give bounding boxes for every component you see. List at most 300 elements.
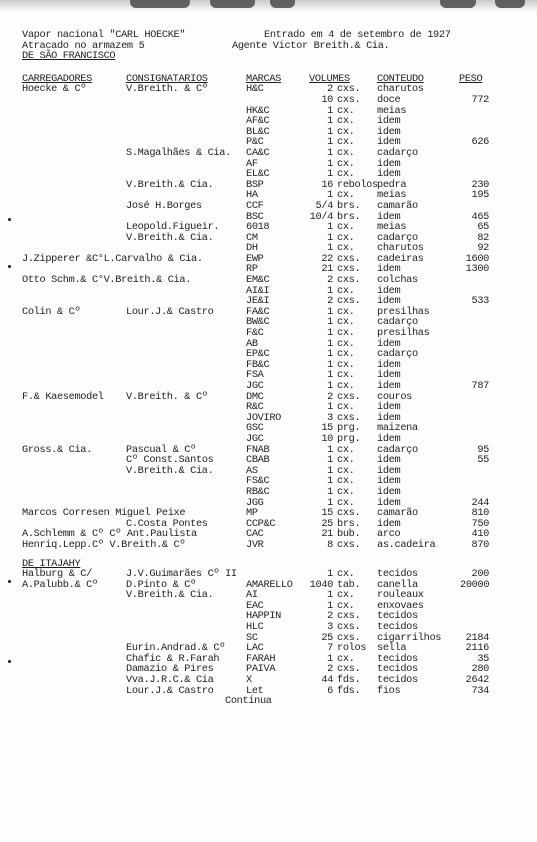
cell-volume: 1	[327, 589, 333, 602]
cell-conteudo: meias	[377, 104, 407, 117]
cell-unidade: cx.	[337, 327, 355, 340]
cell-volume: 44	[321, 674, 333, 687]
cell-conteudo: idem	[377, 157, 401, 170]
cell-conteudo: idem	[377, 136, 401, 149]
table-row	[22, 95, 514, 106]
cell-volume: 1	[327, 305, 333, 318]
cell-unidade: cxs.	[337, 390, 361, 403]
cell-unidade: cxs.	[337, 411, 361, 424]
cell-marca: FA&C	[246, 305, 270, 318]
cell-unidade: cx.	[337, 485, 355, 498]
cell-peso: 280	[471, 663, 489, 676]
table-row	[22, 675, 514, 686]
cell-peso: 55	[477, 454, 489, 467]
cell-volume: 1	[327, 231, 333, 244]
cell-volume: 1	[327, 337, 333, 350]
cell-volume: 16	[321, 178, 333, 191]
cell-volume: 1	[327, 380, 333, 392]
cell-unidade: cx.	[337, 231, 355, 244]
cell-peso: 2116	[465, 642, 489, 655]
cell-carregador: Henriq.Lepp.Cº V.Breith.& Cº	[22, 538, 186, 551]
cell-unidade: cx.	[337, 221, 355, 234]
table-row	[22, 381, 514, 392]
cell-peso: 200	[471, 568, 489, 581]
cell-conteudo: idem	[377, 401, 401, 414]
cell-volume: 3	[327, 411, 333, 424]
cell-unidade: cx.	[337, 115, 355, 128]
cell-carregador: Hoecke & Cº	[22, 83, 87, 96]
cell-volume: 1	[327, 221, 333, 234]
cell-marca: GSC	[246, 422, 264, 435]
cell-carregador: Halburg & C/	[22, 568, 92, 581]
cell-consignatario: C.Costa Pontes	[126, 517, 208, 530]
cell-unidade: brs.	[337, 517, 361, 530]
cell-unidade: cxs.	[337, 507, 361, 520]
cell-marca: HK&C	[246, 104, 270, 117]
cell-marca: Let	[246, 684, 264, 697]
scan-blot	[495, 0, 525, 8]
origin-heading: DE SÃO FRANCISCO	[22, 50, 116, 63]
col-peso: PESO	[459, 72, 483, 85]
cell-volume: 1	[327, 443, 333, 456]
cell-conteudo: idem	[377, 210, 401, 223]
cell-consignatario: V.Breith. & Cº	[126, 83, 208, 96]
table-row	[22, 664, 514, 675]
cell-conteudo: meias	[377, 189, 407, 202]
col-marcas: MARCAS	[246, 72, 281, 85]
cell-volume: 1	[327, 599, 333, 612]
cell-volume: 2	[327, 610, 333, 623]
cell-volume: 10	[321, 93, 333, 106]
cell-marca: LAC	[246, 642, 264, 655]
table-row	[22, 580, 514, 591]
cell-volume: 3	[327, 621, 333, 634]
cell-peso: 810	[471, 507, 489, 520]
table-row	[22, 317, 514, 328]
continua-label: Continua	[225, 695, 272, 708]
col-conteudo: CONTEUDO	[377, 72, 424, 85]
cell-volume: 1	[327, 496, 333, 509]
cell-conteudo: doce	[377, 93, 401, 106]
cell-marca: JOVIRO	[246, 411, 281, 424]
cell-peso: 92	[477, 242, 489, 255]
cell-volume: 1	[327, 115, 333, 128]
cell-unidade: cx.	[337, 136, 355, 149]
cell-conteudo: tecidos	[377, 674, 418, 687]
table-row	[22, 360, 514, 371]
cell-consignatario: Cº Const.Santos	[126, 454, 214, 467]
cell-consignatario: Lour.J.& Castro	[126, 305, 214, 318]
cell-peso: 734	[471, 684, 489, 697]
scan-blot	[130, 0, 190, 8]
cell-conteudo: enxovaes	[377, 599, 424, 612]
cell-peso: 533	[471, 295, 489, 308]
cell-volume: 1	[327, 348, 333, 361]
cell-marca: AF&C	[246, 115, 270, 128]
cell-unidade: cx.	[337, 125, 355, 138]
cell-marca: HAPPIN	[246, 610, 281, 623]
table-row	[22, 201, 514, 212]
cell-volume: 1	[327, 157, 333, 170]
cell-peso: 772	[471, 93, 489, 106]
cell-consignatario: J.V.Guimarães Cº II	[126, 568, 237, 581]
header-line-1	[22, 30, 514, 41]
table-row	[22, 169, 514, 180]
cell-volume: 6	[327, 684, 333, 697]
cell-conteudo: idem	[377, 125, 401, 138]
cell-conteudo: cadeiras	[377, 252, 424, 265]
col-volumes: VOLUMES	[309, 72, 350, 85]
cell-marca: CA&C	[246, 146, 270, 159]
cell-unidade: prg.	[337, 432, 361, 445]
cell-consignatario: D.Pinto & Cº	[126, 578, 196, 591]
cell-unidade: prg.	[337, 422, 361, 435]
cell-marca: EWP	[246, 252, 264, 265]
cell-conteudo: charutos	[377, 242, 424, 255]
cell-unidade: cx.	[337, 443, 355, 456]
cell-conteudo: idem	[377, 168, 401, 181]
cell-volume: 1	[327, 125, 333, 138]
cell-marca: BW&C	[246, 316, 270, 329]
cell-consignatario: V.Breith.& Cia.	[126, 464, 214, 477]
cell-conteudo: fios	[377, 684, 401, 697]
cell-consignatario: José H.Borges	[126, 199, 202, 212]
cell-volume: 1	[327, 358, 333, 371]
cell-conteudo: idem	[377, 284, 401, 297]
cell-consignatario: Vva.J.R.C.& Cia	[126, 674, 214, 687]
cell-unidade: cx.	[337, 157, 355, 170]
table-row	[22, 434, 514, 445]
cell-peso: 1600	[465, 252, 489, 265]
cell-marca: 6018	[246, 221, 270, 234]
cell-unidade: cx.	[337, 316, 355, 329]
cell-unidade: cx.	[337, 348, 355, 361]
cell-conteudo: tecidos	[377, 610, 418, 623]
cell-unidade: cx.	[337, 305, 355, 318]
cell-marca: R&C	[246, 401, 264, 414]
cell-volume: 15	[321, 422, 333, 435]
section-title: DE ITAJAHY	[22, 557, 81, 570]
cell-volume: 10	[321, 432, 333, 445]
cell-conteudo: idem	[377, 380, 401, 392]
cell-peso: 410	[471, 528, 489, 541]
cell-consignatario: Pascual & Cº	[126, 443, 196, 456]
cell-conteudo: cadarço	[377, 316, 418, 329]
col-carregadores: CARREGADORES	[22, 72, 92, 85]
cell-unidade: cxs.	[337, 621, 361, 634]
cell-volume: 21	[321, 263, 333, 276]
cell-peso: 626	[471, 136, 489, 149]
cell-volume: 1	[327, 485, 333, 498]
cell-carregador: Otto Schm.& C°V.Breith.& Cia.	[22, 274, 192, 287]
section-heading-itajahy	[22, 559, 514, 570]
cell-marca: HA	[246, 189, 258, 202]
cell-conteudo: idem	[377, 369, 401, 382]
cell-conteudo: idem	[377, 485, 401, 498]
cell-unidade: cx.	[337, 146, 355, 159]
table-row	[22, 233, 514, 244]
cell-peso: 20000	[460, 578, 490, 591]
cell-unidade: cx.	[337, 369, 355, 382]
agent: Agente Victor Breith.& Cia.	[232, 39, 390, 52]
cell-volume: 1	[327, 401, 333, 414]
cell-conteudo: cadarço	[377, 443, 418, 456]
cell-volume: 22	[321, 252, 333, 265]
table-row	[22, 423, 514, 434]
cell-marca: HLC	[246, 621, 264, 634]
manifest-document	[22, 30, 514, 707]
cell-marca: EM&C	[246, 274, 270, 287]
table-row	[22, 370, 514, 381]
table-row	[22, 611, 514, 622]
cell-volume: 5/4	[315, 199, 333, 212]
cell-unidade: cx.	[337, 589, 355, 602]
cell-conteudo: idem	[377, 454, 401, 467]
cell-conteudo: as.cadeira	[377, 538, 436, 551]
cell-peso: 787	[471, 380, 489, 392]
scan-blot	[210, 0, 255, 8]
cell-volume: 1	[327, 464, 333, 477]
cell-volume: 2	[327, 390, 333, 403]
cell-consignatario: Chafic & R.Farah	[126, 652, 220, 665]
scan-blot	[440, 0, 476, 8]
cell-peso: 2184	[465, 631, 489, 644]
margin-mark	[8, 580, 11, 583]
cell-unidade: cxs.	[337, 610, 361, 623]
table-row	[22, 633, 514, 644]
cell-volume: 2	[327, 295, 333, 308]
cell-conteudo: camarão	[377, 507, 418, 520]
cell-conteudo: canella	[377, 578, 418, 591]
cell-marca: AI	[246, 589, 258, 602]
cell-unidade: cx.	[337, 401, 355, 414]
cell-unidade: cx.	[337, 358, 355, 371]
cell-volume: 1040	[309, 578, 333, 591]
table-row	[22, 254, 514, 265]
cell-volume: 1	[327, 316, 333, 329]
cell-marca: FARAH	[246, 652, 276, 665]
cell-conteudo: cadarço	[377, 146, 418, 159]
cell-consignatario: V.Breith.& Cia.	[126, 178, 214, 191]
cell-volume: 21	[321, 528, 333, 541]
margin-mark	[8, 265, 11, 268]
cell-volume: 10/4	[309, 210, 333, 223]
cell-peso: 230	[471, 178, 489, 191]
cell-unidade: cx.	[337, 652, 355, 665]
cell-marca: P&C	[246, 136, 264, 149]
cell-unidade: cxs.	[337, 252, 361, 265]
cell-marca: DH	[246, 242, 258, 255]
cell-volume: 1	[327, 189, 333, 202]
cell-conteudo: cigarrilhos	[377, 631, 442, 644]
cell-marca: JGC	[246, 432, 264, 445]
cell-conteudo: charutos	[377, 83, 424, 96]
scan-blot	[270, 0, 295, 8]
table-row	[22, 180, 514, 191]
table-row	[22, 328, 514, 339]
cell-marca: AMARELLO	[246, 578, 293, 591]
cell-volume: 25	[321, 517, 333, 530]
cell-volume: 1	[327, 136, 333, 149]
table-row	[22, 84, 514, 95]
cell-consignatario: Eurin.Andrad.& Cº	[126, 642, 226, 655]
cell-peso: 465	[471, 210, 489, 223]
cell-conteudo: idem	[377, 295, 401, 308]
cell-volume: 1	[327, 146, 333, 159]
cell-unidade: fds.	[337, 674, 361, 687]
cell-volume: 1	[327, 369, 333, 382]
cell-unidade: tab.	[337, 578, 361, 591]
cell-marca: RP	[246, 263, 258, 276]
cell-marca: MP	[246, 507, 258, 520]
cell-marca: AB	[246, 337, 258, 350]
vessel-name: Vapor nacional "CARL HOECKE"	[22, 29, 186, 41]
column-headers	[22, 74, 514, 85]
cell-unidade: rebolos	[337, 178, 378, 191]
cell-conteudo: arco	[377, 528, 401, 541]
cell-unidade: cx.	[337, 568, 355, 581]
cell-marca: FNAB	[246, 443, 270, 456]
cell-conteudo: meias	[377, 221, 407, 234]
cell-marca: EL&C	[246, 168, 270, 181]
cell-unidade: fds.	[337, 684, 361, 697]
cell-consignatario: Lour.J.& Castro	[126, 684, 214, 697]
cell-volume: 1	[327, 242, 333, 255]
cell-unidade: cx.	[337, 454, 355, 467]
cell-unidade: cxs.	[337, 274, 361, 287]
cell-unidade: cx.	[337, 168, 355, 181]
cell-marca: JE&I	[246, 295, 270, 308]
arrival-date: Entrado em 4 de setembro de 1927	[264, 29, 451, 41]
cell-conteudo: tecidos	[377, 568, 418, 581]
cell-marca: RB&C	[246, 485, 270, 498]
cell-volume: 2	[327, 274, 333, 287]
cell-carregador: F.& Kaesemodel	[22, 390, 104, 403]
cell-unidade: cx.	[337, 380, 355, 392]
cell-unidade: rolos	[337, 642, 367, 655]
cell-marca: JVR	[246, 538, 264, 551]
cell-conteudo: cadarço	[377, 348, 418, 361]
cell-consignatario: V.Breith.& Cia.	[126, 589, 214, 602]
cell-unidade: brs.	[337, 210, 361, 223]
cell-volume: 25	[321, 631, 333, 644]
cell-conteudo: idem	[377, 358, 401, 371]
cell-unidade: cx.	[337, 464, 355, 477]
berth: Atracado no armazem 5	[22, 39, 145, 52]
cell-unidade: bub.	[337, 528, 361, 541]
cell-conteudo: idem	[377, 411, 401, 424]
cell-marca: BSC	[246, 210, 264, 223]
cell-conteudo: idem	[377, 464, 401, 477]
cell-volume: 2	[327, 663, 333, 676]
cell-unidade: cx.	[337, 242, 355, 255]
cell-carregador: Marcos Corresen Miguel Peixe	[22, 507, 186, 520]
cell-volume: 2	[327, 83, 333, 96]
cell-volume: 1	[327, 568, 333, 581]
cell-marca: F&C	[246, 327, 264, 340]
cell-peso: 1300	[465, 263, 489, 276]
cell-marca: FB&C	[246, 358, 270, 371]
cell-peso: 2642	[465, 674, 489, 687]
cell-marca: BSP	[246, 178, 264, 191]
cell-consignatario: V.Breith. & Cº	[126, 390, 208, 403]
cell-unidade: cx.	[337, 599, 355, 612]
cell-marca: AF	[246, 157, 258, 170]
cell-marca: FS&C	[246, 475, 270, 488]
cell-unidade: cx.	[337, 104, 355, 117]
cell-conteudo: camarão	[377, 199, 418, 212]
cell-conteudo: presilhas	[377, 327, 430, 340]
cell-marca: CCF	[246, 199, 264, 212]
cell-marca: DMC	[246, 390, 264, 403]
cell-volume: 1	[327, 454, 333, 467]
table-row	[22, 455, 514, 466]
cell-conteudo: idem	[377, 263, 401, 276]
cell-peso: 244	[471, 496, 489, 509]
cell-conteudo: rouleaux	[377, 589, 424, 602]
cell-marca: X	[246, 674, 252, 687]
cell-marca: JGG	[246, 496, 264, 509]
cell-carregador: Gross.& Cia.	[22, 443, 92, 456]
cell-conteudo: idem	[377, 517, 401, 530]
cell-consignatario: V.Breith.& Cia.	[126, 231, 214, 244]
cell-marca: EAC	[246, 599, 264, 612]
cell-peso: 65	[477, 221, 489, 234]
cell-volume: 1	[327, 168, 333, 181]
cell-marca: AI&I	[246, 284, 270, 297]
cell-conteudo: colchas	[377, 274, 418, 287]
cell-unidade: cxs.	[337, 83, 361, 96]
cell-volume: 1	[327, 284, 333, 297]
cell-volume: 7	[327, 642, 333, 655]
cell-conteudo: presilhas	[377, 305, 430, 318]
cell-consignatario: Leopold.Figueir.	[126, 221, 220, 234]
cell-peso: 195	[471, 189, 489, 202]
table-row	[22, 392, 514, 403]
cell-volume: 15	[321, 507, 333, 520]
header-line-3	[22, 51, 514, 62]
cell-carregador: Colin & Cº	[22, 305, 81, 318]
cell-peso: 870	[471, 538, 489, 551]
cell-conteudo: maizena	[377, 422, 418, 435]
cell-marca: CM	[246, 231, 258, 244]
cell-unidade: brs.	[337, 199, 361, 212]
rows-itajahy	[22, 569, 514, 696]
table-row	[22, 540, 514, 551]
cell-unidade: cx.	[337, 475, 355, 488]
cell-unidade: cx.	[337, 337, 355, 350]
table-row	[22, 222, 514, 233]
cell-unidade: cx.	[337, 496, 355, 509]
cell-unidade: cxs.	[337, 295, 361, 308]
cell-marca: JGC	[246, 380, 264, 392]
cell-peso: 35	[477, 652, 489, 665]
cell-conteudo: cadarço	[377, 231, 418, 244]
cell-marca: AS	[246, 464, 258, 477]
cell-peso: 95	[477, 443, 489, 456]
col-consignatarios: CONSIGNATARIOS	[126, 72, 208, 85]
cell-marca: EP&C	[246, 348, 270, 361]
cell-unidade: cx.	[337, 189, 355, 202]
cell-volume: 1	[327, 652, 333, 665]
table-row	[22, 413, 514, 424]
cell-marca: H&C	[246, 83, 264, 96]
cell-carregador: A.Palubb.& Cº	[22, 578, 98, 591]
table-row	[22, 127, 514, 138]
cell-marca: CAC	[246, 528, 264, 541]
cell-marca: SC	[246, 631, 258, 644]
cell-marca: CBAB	[246, 454, 270, 467]
